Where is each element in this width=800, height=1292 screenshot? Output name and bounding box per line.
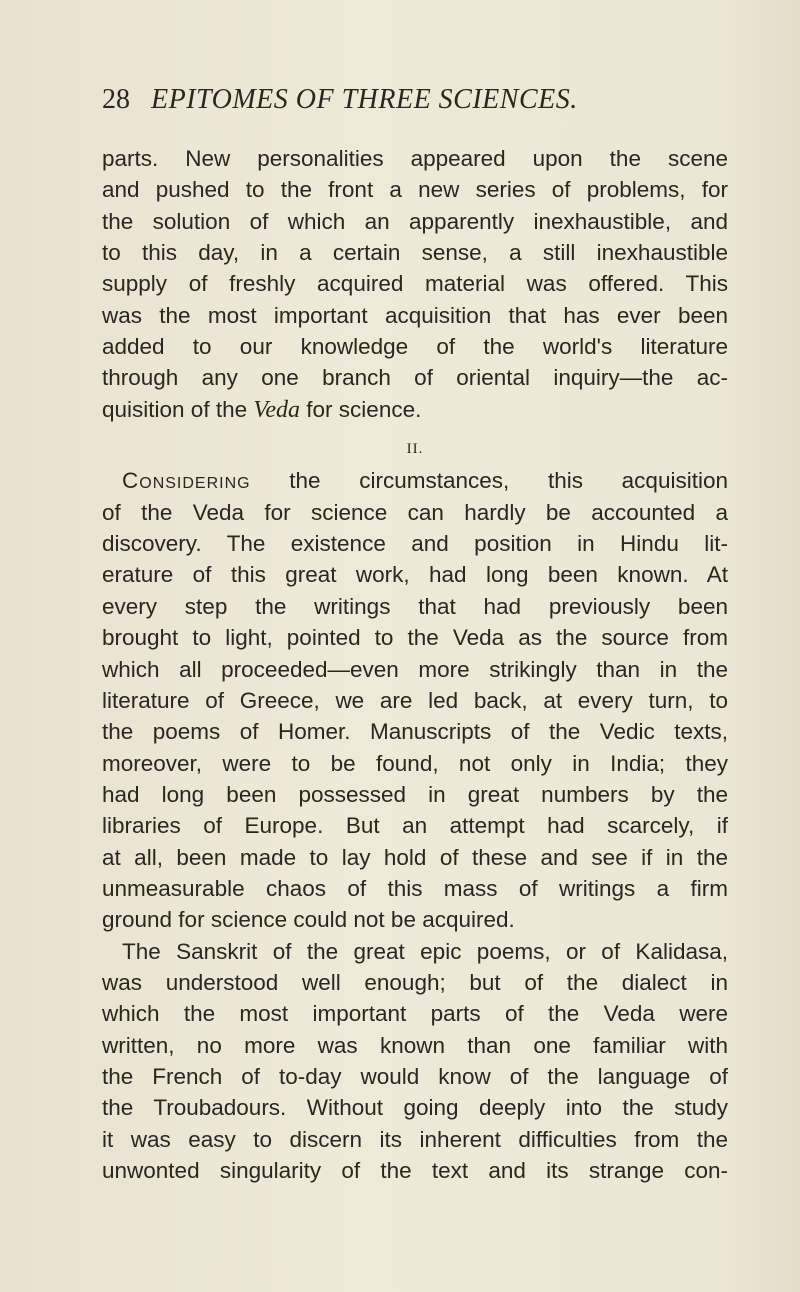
text-line: discovery. The existence and position in Hindu lit-: [102, 531, 728, 557]
text-line: erature of this great work, had long been known. At: [102, 562, 728, 588]
text-line: it was easy to discern its inherent difficulties from the: [102, 1126, 728, 1152]
text-line: the French of to-day would know of the language of: [102, 1063, 728, 1089]
text-line: through any one branch of oriental inquiry—the ac-: [102, 365, 728, 391]
text-line: the Troubadours. Without going deeply into the study: [102, 1095, 728, 1121]
text-line: [102, 465, 728, 496]
text-line: written, no more was known than one familiar with: [102, 1032, 728, 1058]
text-line: libraries of Europe. But an attempt had scarcely, if: [102, 813, 728, 839]
text-line: parts. New personalities appeared upon the scene: [102, 146, 728, 171]
text-fragment: the circumstances, this acquisition: [289, 468, 728, 494]
small-caps-opening-word: Considering: [122, 468, 251, 494]
page-body: [102, 143, 728, 1186]
paragraph-1: [102, 143, 728, 426]
text-line: every step the writings that had previously been: [102, 593, 728, 619]
text-line: which the most important parts of the Veda were: [102, 1001, 728, 1027]
text-line: literature of Greece, we are led back, at every turn, to: [102, 687, 728, 713]
text-line: had long been possessed in great numbers by the: [102, 781, 728, 807]
running-header: [102, 82, 742, 118]
text-line: [102, 394, 728, 426]
paragraph-3: [102, 936, 728, 1187]
text-line: the poems of Homer. Manuscripts of the Vedic texts,: [102, 719, 728, 745]
text-line: unwonted singularity of the text and its strange con-: [102, 1158, 728, 1183]
text-line: was the most important acquisition that has ever been: [102, 302, 728, 328]
text-line: The Sanskrit of the great epic poems, or of Kalidasa,: [122, 938, 728, 964]
text-line: at all, been made to lay hold of these and see if in the: [102, 844, 728, 870]
page-number: 28: [102, 84, 130, 115]
text-line: the solution of which an apparently inexhaustible, and: [102, 208, 728, 234]
text-line: was understood well enough; but of the dialect in: [102, 969, 728, 995]
section-numeral: II.: [406, 441, 424, 458]
text-line: supply of freshly acquired material was offered. This: [102, 271, 728, 297]
text-line: which all proceeded—even more strikingly than in the: [102, 656, 728, 682]
text-line: to this day, in a certain sense, a still inexhaustible: [102, 240, 728, 266]
text-fragment: quisition of the: [102, 396, 248, 422]
text-line: ground for science could not be acquired.: [102, 907, 515, 933]
text-line: moreover, were to be found, not only in India; they: [102, 750, 728, 776]
text-line: unmeasurable chaos of this mass of writings a firm: [102, 875, 728, 901]
italic-veda: Veda: [253, 396, 301, 423]
text-line: brought to light, pointed to the Veda as the source from: [102, 625, 728, 651]
text-line: added to our knowledge of the world's literature: [102, 334, 728, 360]
text-line: of the Veda for science can hardly be accounted a: [102, 499, 728, 525]
running-title: EPITOMES OF THREE SCIENCES.: [151, 84, 578, 115]
text-fragment: for science.: [306, 396, 422, 422]
paragraph-2: [102, 465, 728, 935]
text-line: and pushed to the front a new series of problems, for: [102, 177, 728, 203]
